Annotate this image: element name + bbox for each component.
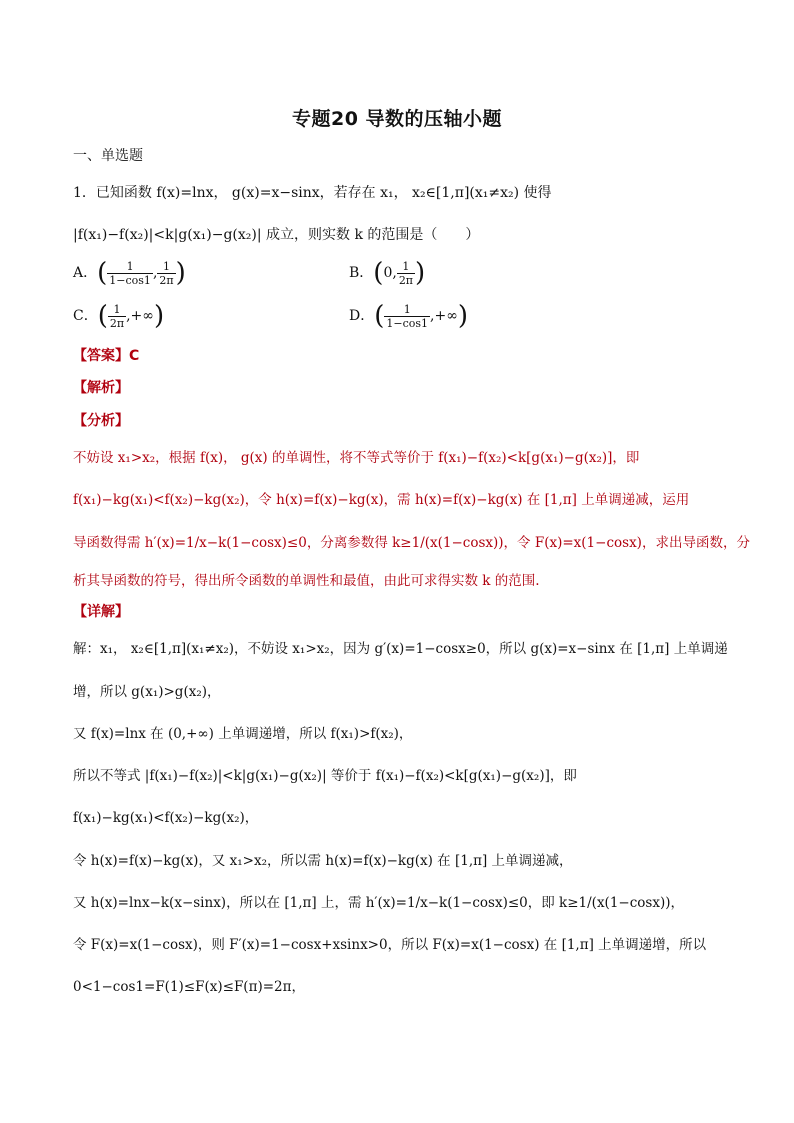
option-a-frac-2 xyxy=(157,260,175,287)
option-a-label: A． xyxy=(73,265,98,281)
solution-line-9: 0<1−cos1=F(1)≤F(x)≤F(π)=2π， xyxy=(73,979,305,995)
option-d: D．( $\frac{1}{1-\cos 1}$ ,+∞) xyxy=(349,301,469,331)
option-d-post: ,+∞ xyxy=(430,308,458,324)
solution-line-3: 又 f(x)=lnx 在 (0,+∞) 上单调递增，所以 f(x₁)>f(x₂)， xyxy=(73,726,413,742)
fenxi-tag: 【分析】 xyxy=(73,413,129,429)
xiangjie-tag: 【详解】 xyxy=(73,604,129,620)
section-heading: 一、单选题 xyxy=(73,148,143,164)
analysis-line-4: 析其导函数的符号，得出所令函数的单调性和最值，由此可求得实数 k 的范围. xyxy=(73,573,540,589)
option-a-den-1: 1−cos1 xyxy=(109,273,151,287)
solution-line-7: 又 h(x)=lnx−k(x−sinx)，所以在 [1,π] 上，需 h′(x)=1/x−k(1−cosx)≤0，即 k≥1/(x(1−cosx))， xyxy=(73,895,684,911)
solution-line-8: 令 F(x)=x(1−cosx)，则 F′(x)=1−cosx+xsinx>0，所以 F(x)=x(1−cosx) 在 [1,π] 上单调递增，所以 xyxy=(73,937,707,953)
option-b-num: 1 xyxy=(397,260,415,274)
option-d-label: D． xyxy=(349,308,375,324)
solution-line-2: 增，所以 g(x₁)>g(x₂)， xyxy=(73,684,221,700)
option-a-den-2: 2π xyxy=(159,273,174,287)
option-c-frac xyxy=(108,303,126,330)
question-line-2: |f(x₁)−f(x₂)|<k|g(x₁)−g(x₂)| 成立，则实数 k 的范围是（ ） xyxy=(73,227,480,243)
option-c: C．( $\frac{1}{2\pi}$ ,+∞) xyxy=(73,301,165,331)
analysis-line-1: 不妨设 x₁>x₂，根据 f(x)， g(x) 的单调性，将不等式等价于 f(x₁)−f(x₂)<k[g(x₁)−g(x₂)]，即 xyxy=(73,450,640,466)
option-a-frac-1 xyxy=(107,260,153,287)
analysis-line-3: 导函数得需 h′(x)=1/x−k(1−cosx)≤0，分离参数得 k≥1/(x(1−cosx))，令 F(x)=x(1−cosx)，求出导函数，分 xyxy=(73,535,750,551)
solution-line-6: 令 h(x)=f(x)−kg(x)，又 x₁>x₂，所以需 h(x)=f(x)−kg(x) 在 [1,π] 上单调递减， xyxy=(73,853,573,869)
option-b-den: 2π xyxy=(398,273,414,287)
solution-line-5: f(x₁)−kg(x₁)<f(x₂)−kg(x₂)， xyxy=(73,810,259,826)
analysis-line-2: f(x₁)−kg(x₁)<f(x₂)−kg(x₂)，令 h(x)=f(x)−kg(x)，需 h(x)=f(x)−kg(x) 在 [1,π] 上单调递减，运用 xyxy=(73,492,690,508)
option-a-num-1: 1 xyxy=(107,260,153,274)
solution-line-4: 所以不等式 |f(x₁)−f(x₂)|<k|g(x₁)−g(x₂)| 等价于 f(x₁)−f(x₂)<k[g(x₁)−g(x₂)]，即 xyxy=(73,768,577,784)
option-d-frac xyxy=(384,303,430,330)
page-title: 专题20 导数的压轴小题 xyxy=(291,108,503,130)
option-c-label: C． xyxy=(73,308,98,324)
option-b-frac xyxy=(397,260,415,287)
answer-tag: 【答案】C xyxy=(73,348,140,364)
option-c-den: 2π xyxy=(109,316,125,330)
option-a: A．( $\frac{1}{1-\cos 1}$ , $\frac{1}{2\pi}$ ) xyxy=(73,258,186,288)
option-b: B．(0, $\frac{1}{2\pi}$ ) xyxy=(349,258,426,288)
option-a-num-2: 1 xyxy=(157,260,175,274)
option-c-post: ,+∞ xyxy=(126,308,154,324)
option-d-num: 1 xyxy=(384,303,430,317)
option-d-den: 1−cos1 xyxy=(386,316,429,330)
option-c-num: 1 xyxy=(108,303,126,317)
jiexi-tag: 【解析】 xyxy=(73,380,129,396)
question-line-1: 1．已知函数 f(x)=lnx， g(x)=x−sinx，若存在 x₁， x₂∈[1,π](x₁≠x₂) 使得 xyxy=(73,185,552,201)
solution-line-1: 解：x₁， x₂∈[1,π](x₁≠x₂)，不妨设 x₁>x₂，因为 g′(x)=1−cosx≥0，所以 g(x)=x−sinx 在 [1,π] 上单调递 xyxy=(73,641,728,657)
option-b-pre: 0, xyxy=(383,265,397,281)
option-b-label: B． xyxy=(349,265,374,281)
